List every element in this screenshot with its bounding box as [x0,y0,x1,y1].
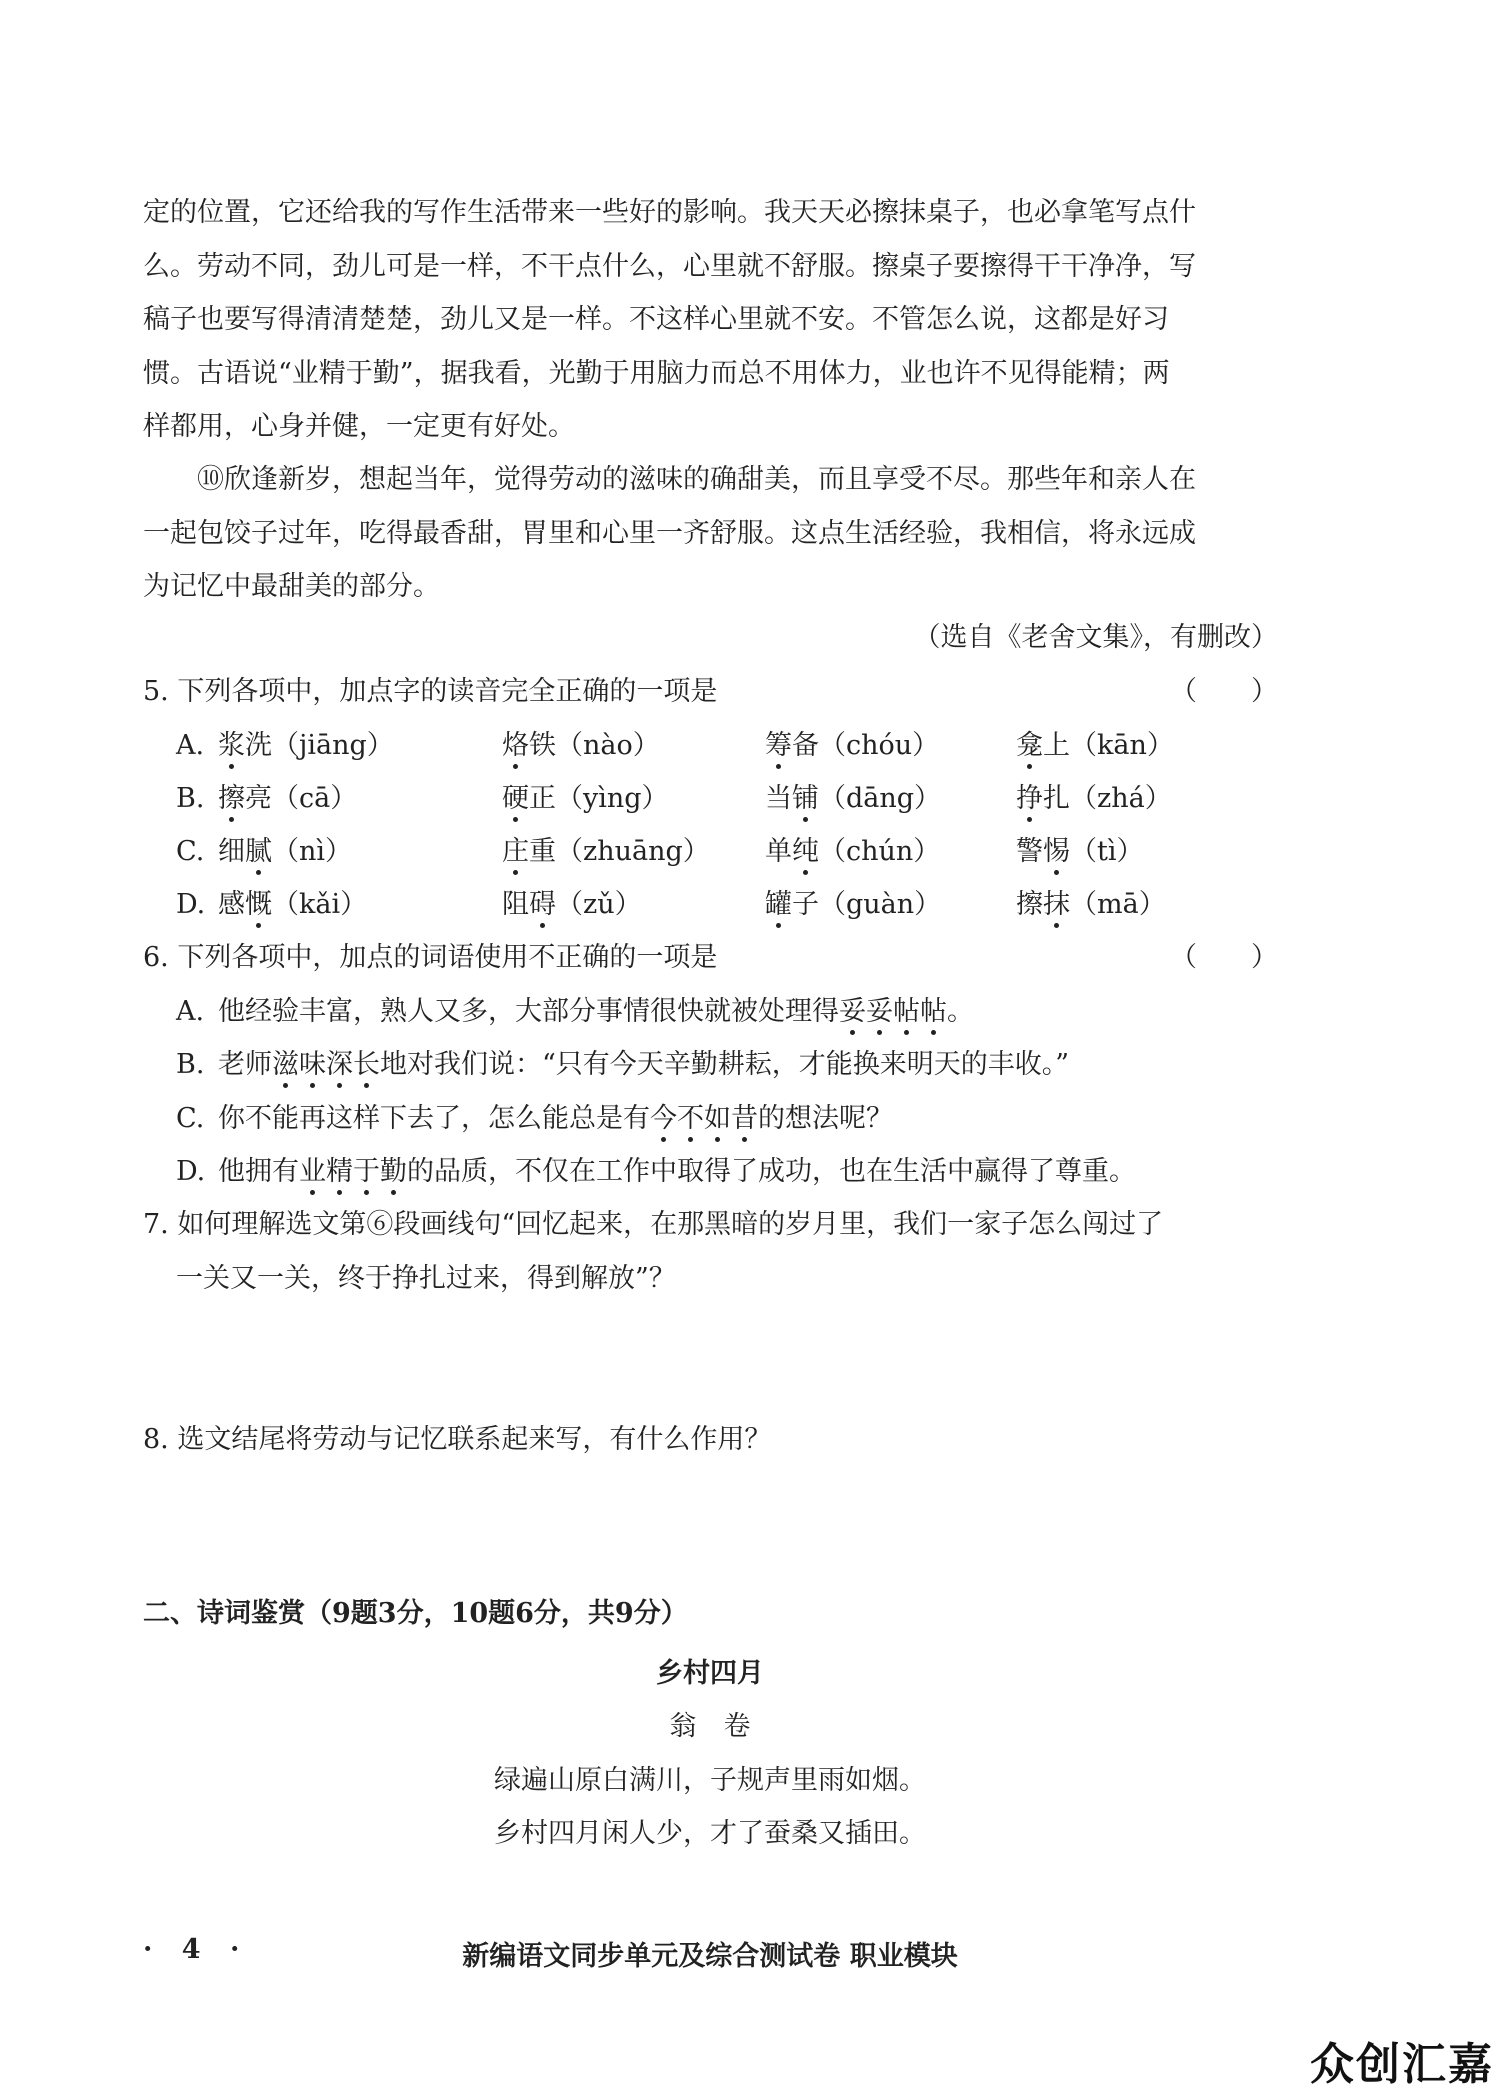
option-text: 。 [947,996,974,1027]
paragraph-line: 为记忆中最甜美的部分。 [143,571,440,602]
dotted-character: 筹 [765,730,792,761]
option-text: 他拥有 [218,1156,299,1187]
question-7-line-2: 一关又一关，终于挣扎过来，得到解放”？ [176,1263,676,1294]
pinyin-option-item [1016,726,1174,766]
paragraph-line: 么。劳动不同，劲儿可是一样，不干点什么，心里就不舒服。擦桌子要擦得干干净净，写 [143,250,1196,282]
option-text: 擦 [1016,889,1043,920]
dotted-character: 擦 [218,783,245,814]
dotted-character: 长 [353,1049,380,1080]
option-text: 子（guàn） [792,889,942,920]
pinyin-option-item [218,779,357,819]
pinyin-option-item [765,885,941,925]
dotted-character: 味 [299,1049,326,1080]
pinyin-option-item [502,726,660,766]
option-text: （kǎi） [272,889,368,920]
sentence-option [218,992,974,1032]
pinyin-option-item [1016,885,1166,925]
dotted-character: 硬 [502,783,529,814]
option-text: （dāng） [819,783,942,814]
option-text: 老师 [218,1049,272,1080]
pinyin-option-item [1016,832,1144,872]
dotted-character: 勤 [380,1156,407,1187]
pinyin-option-item [502,885,642,925]
option-text: 地对我们说：“只有今天辛勤耕耘，才能换来明天的丰收。” [380,1049,1070,1080]
section-2-heading: 二、诗词鉴赏（9题3分，10题6分，共9分） [143,1598,688,1629]
dotted-character: 滋 [272,1049,299,1080]
option-text: 洗（jiāng） [245,730,394,761]
dotted-character: 慨 [245,889,272,920]
option-text: 备（chóu） [792,730,940,761]
option-text: 扎（zhá） [1043,783,1172,814]
dotted-character: 于 [353,1156,380,1187]
option-letter: A. [176,996,205,1027]
dotted-character: 不 [677,1103,704,1134]
answer-blank: （ ） [1170,676,1278,707]
option-letter: A. [176,730,205,761]
pinyin-option-item [218,885,367,925]
question-7-line-1: 7. 如何理解选文第⑥段画线句“回忆起来，在那黑暗的岁月里，我们一家子怎么闯过了 [143,1209,1164,1240]
pinyin-option-item [502,832,710,872]
watermark-logo: 众创汇嘉 [1310,2039,1494,2090]
dotted-phrase [650,1103,758,1134]
dotted-character: 庄 [502,836,529,867]
pinyin-option-item [765,779,941,819]
answer-blank: （ ） [1170,942,1278,973]
dotted-character: 浆 [218,730,245,761]
option-text: 细 [218,836,245,867]
question-6-stem: 6. 下列各项中，加点的词语使用不正确的一项是 [143,942,718,973]
pinyin-option-item [765,726,939,766]
paragraph-line: 定的位置，它还给我的写作生活带来一些好的影响。我天天必擦抹桌子，也必拿笔写点什 [143,197,1196,228]
passage-paragraph-2 [143,453,1278,614]
book-title: 新编语文同步单元及综合测试卷 职业模块 [462,1941,958,1972]
option-letter: C. [176,1103,205,1134]
sentence-option [218,1152,1136,1192]
pinyin-option-item [765,832,940,872]
passage-paragraph-1 [143,186,1278,454]
dotted-phrase [839,996,947,1027]
paragraph-line: 稿子也要写得清清楚楚，劲儿又是一样。不这样心里就不安。不管怎么说，这都是好习 [143,304,1169,335]
option-text: （mā） [1070,889,1166,920]
dotted-character: 铺 [792,783,819,814]
pinyin-option-item [218,726,394,766]
option-text: 的想法呢？ [758,1103,893,1134]
dotted-character: 罐 [765,889,792,920]
dotted-character: 帖 [893,996,920,1027]
option-text: 单 [765,836,792,867]
poem-line-1: 绿遍山原白满川，子规声里雨如烟。 [494,1765,926,1796]
option-text: （nì） [272,836,353,867]
paragraph-line: ⑩欣逢新岁，想起当年，觉得劳动的滋味的确甜美，而且享受不尽。那些年和亲人在 [197,464,1196,495]
question-8: 8. 选文结尾将劳动与记忆联系起来写，有什么作用？ [143,1424,772,1455]
dotted-character: 今 [650,1103,677,1134]
pinyin-option-item [502,779,669,819]
option-letter: B. [176,1049,205,1080]
dotted-character: 挣 [1016,783,1043,814]
pinyin-option-item [218,832,352,872]
dotted-character: 抹 [1043,889,1070,920]
option-text: 重（zhuāng） [529,836,710,867]
dotted-character: 烙 [502,730,529,761]
option-text: 你不能再这样下去了，怎么能总是有 [218,1103,650,1134]
option-letter: D. [176,889,206,920]
dotted-character: 妥 [866,996,893,1027]
question-5-stem: 5. 下列各项中，加点字的读音完全正确的一项是 [143,676,718,707]
dotted-character: 妥 [839,996,866,1027]
option-text: 感 [218,889,245,920]
dotted-character: 精 [326,1156,353,1187]
option-text: （tì） [1070,836,1144,867]
option-letter: D. [176,1156,206,1187]
dotted-character: 纯 [792,836,819,867]
poem-author: 翁 卷 [669,1711,751,1742]
paragraph-line: 一起包饺子过年，吃得最香甜，胃里和心里一齐舒服。这点生活经验，我相信，将永远成 [143,517,1196,549]
option-letter: C. [176,836,205,867]
option-text: 铁（nào） [529,730,660,761]
dotted-phrase [299,1156,407,1187]
option-letter: B. [176,783,205,814]
paragraph-line: 惯。古语说“业精于勤”，据我看，光勤于用脑力而总不用体力，业也许不见得能精；两 [143,357,1170,389]
option-text: （chún） [819,836,941,867]
sentence-option [218,1099,893,1139]
sentence-option [218,1045,1069,1085]
option-text: 警 [1016,836,1043,867]
dotted-character: 腻 [245,836,272,867]
passage-source: （选自《老舍文集》，有删改） [913,622,1278,653]
dotted-character: 昔 [731,1103,758,1134]
dotted-character: 帖 [920,996,947,1027]
paragraph-line: 样都用，心身并健，一定更有好处。 [143,411,575,442]
option-text: 上（kān） [1043,730,1174,761]
poem-title: 乡村四月 [656,1658,764,1689]
dotted-character: 如 [704,1103,731,1134]
dotted-character: 惕 [1043,836,1070,867]
dotted-character: 业 [299,1156,326,1187]
option-text: 的品质，不仅在工作中取得了成功，也在生活中赢得了尊重。 [407,1156,1136,1187]
option-text: （zǔ） [556,889,642,920]
option-text: 他经验丰富，熟人又多，大部分事情很快就被处理得 [218,996,839,1027]
option-text: 正（yìng） [529,783,669,814]
option-text: 当 [765,783,792,814]
dotted-phrase [272,1049,380,1080]
option-text: 亮（cā） [245,783,358,814]
option-text: 阻 [502,889,529,920]
dotted-character: 深 [326,1049,353,1080]
dotted-character: 碍 [529,889,556,920]
dotted-character: 龛 [1016,730,1043,761]
poem-line-2: 乡村四月闲人少，才了蚕桑又插田。 [494,1818,926,1849]
pinyin-option-item [1016,779,1172,819]
page-number: · 4 · [143,1934,250,1965]
